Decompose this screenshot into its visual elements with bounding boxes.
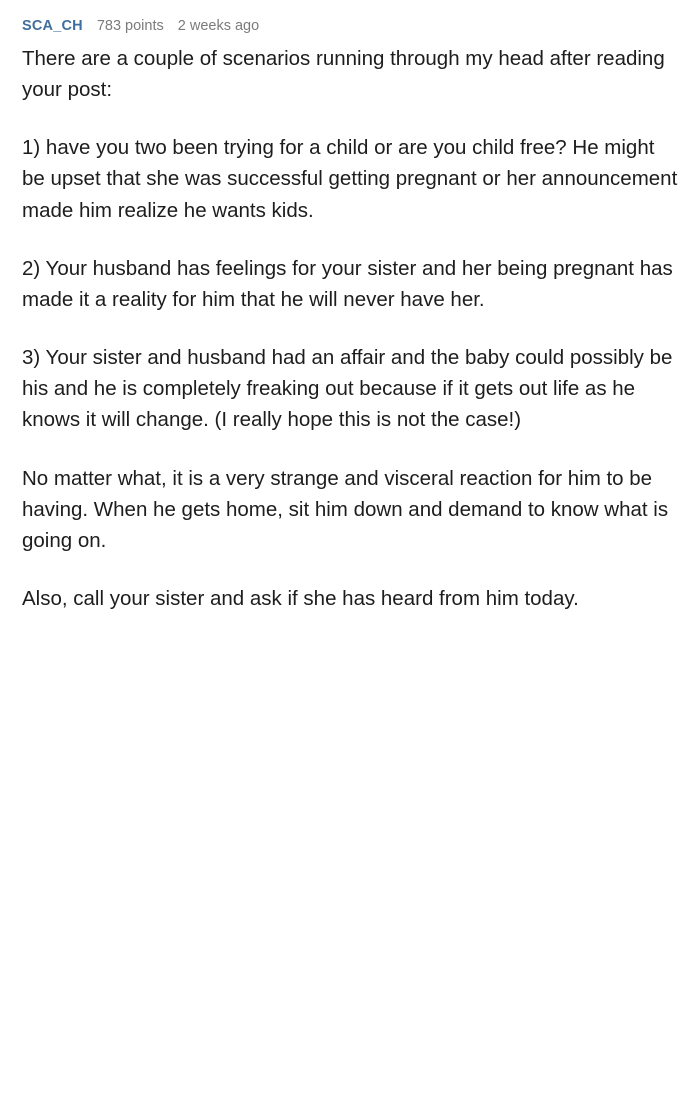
comment-meta <box>22 18 678 34</box>
comment-paragraph: 2) Your husband has feelings for your sister and her being pregnant has made it a reality for him that he will never have her. <box>22 256 673 311</box>
comment-paragraph: 1) have you two been trying for a child or are you child free? He might be upset that she was successful getting pregnant or her announcement made him realize he wants kids. <box>22 136 678 222</box>
comment-body <box>22 43 678 614</box>
comment-paragraph: 3) Your sister and husband had an affair and the baby could possibly be his and he is completely freaking out because if it gets out life as he knows it will change. (I really hope this is not the case!) <box>22 346 673 432</box>
comment-paragraph: Also, call your sister and ask if she has heard from him today. <box>22 587 579 611</box>
comment-paragraph: No matter what, it is a very strange and visceral reaction for him to be having. When he gets home, sit him down and demand to know what is going on. <box>22 466 669 552</box>
comment-timestamp: 2 weeks ago <box>177 18 260 34</box>
comment-paragraph: There are a couple of scenarios running through my head after reading your post: <box>22 47 665 102</box>
comment-author-link[interactable]: SCA_CH <box>22 18 83 34</box>
comment-points: 783 points <box>96 18 164 34</box>
